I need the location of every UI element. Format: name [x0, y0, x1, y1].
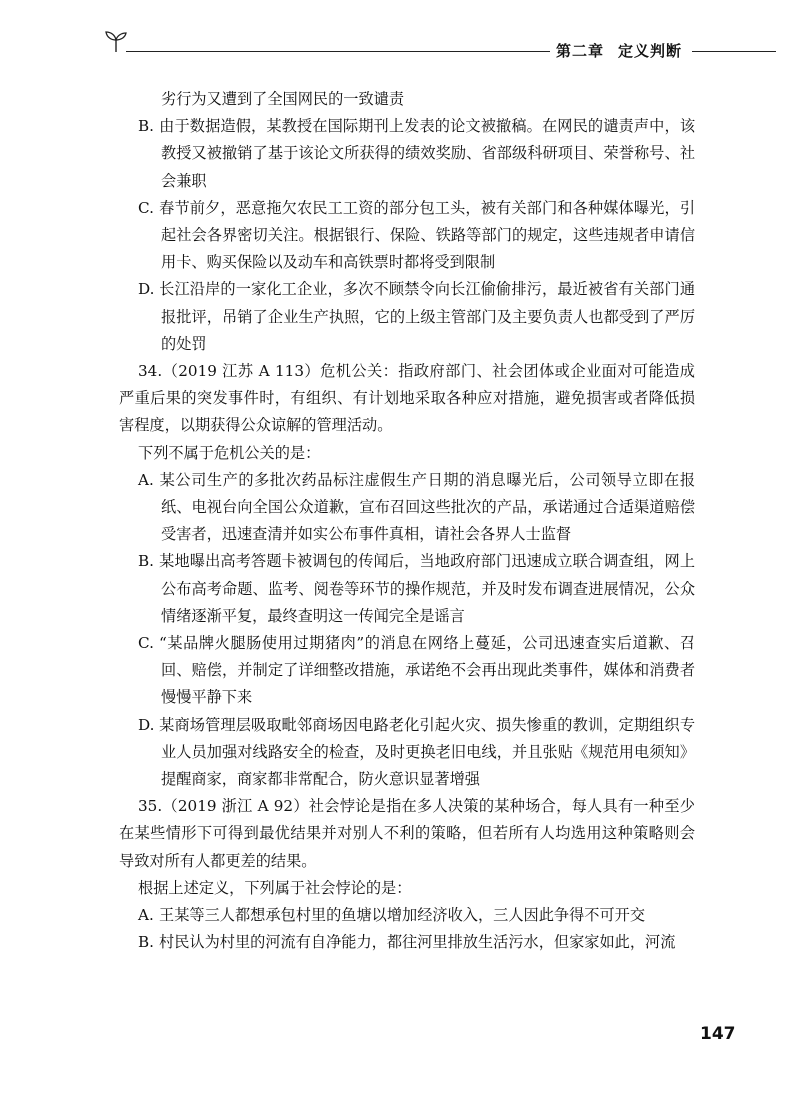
option-letter: B. — [138, 933, 154, 952]
question-definition — [119, 358, 695, 440]
paragraph-text: 根据上述定义，下列属于社会悖论的是： — [138, 878, 412, 897]
answer-option — [138, 712, 695, 794]
header-rule-left — [126, 51, 550, 52]
page-body — [119, 86, 695, 957]
answer-option — [138, 902, 695, 929]
paragraph-text: 下列不属于危机公关的是： — [138, 443, 321, 462]
question-stem — [138, 875, 695, 902]
section-title: 定义判断 — [618, 42, 683, 60]
option-text: 某地曝出高考答题卡被调包的传闻后，当地政府部门迅速成立联合调查组，网上公布高考命题、监考、阅卷等环节的操作规范，并及时发布调查进展情况，公众情绪逐渐平复，最终查明这一传闻完全是谣言 — [159, 552, 695, 625]
option-letter: C. — [138, 634, 154, 653]
option-letter: B. — [138, 117, 154, 136]
option-text: 春节前夕，恶意拖欠农民工工资的部分包工头，被有关部门和各种媒体曝光，引起社会各界密切关注。根据银行、保险、铁路等部门的规定，这些违规者申请信用卡、购买保险以及动车和高铁票时都将受到限制 — [159, 198, 695, 272]
continued-text — [138, 86, 695, 113]
page-header — [0, 0, 800, 70]
header-rule-right — [692, 51, 776, 52]
option-text: 由于数据造假，某教授在国际期刊上发表的论文被撤稿。在网民的谴责声中，该教授又被撤销了基于该论文所获得的绩效奖励、省部级科研项目、荣誉称号、社会兼职 — [159, 117, 695, 190]
answer-option — [138, 467, 695, 549]
sprout-icon — [104, 30, 128, 58]
option-letter: B. — [138, 552, 154, 571]
option-letter: D. — [138, 280, 155, 299]
answer-option — [138, 929, 695, 956]
paragraph-text: 35.（2019 浙江 A 92）社会悖论是指在多人决策的某种场合，每人具有一种至少在某些情形下可得到最优结果并对别人不利的策略，但若所有人均选用这种策略则会导致对所有人都更差的结果。 — [119, 797, 695, 870]
option-text: 村民认为村里的河流有自净能力，都往河里排放生活污水，但家家如此，河流 — [159, 933, 676, 952]
page-number: 147 — [700, 1024, 736, 1044]
option-text: 长江沿岸的一家化工企业，多次不顾禁令向长江偷偷排污，最近被省有关部门通报批评，吊销了企业生产执照，它的上级主管部门及主要负责人也都受到了严厉的处罚 — [159, 280, 695, 353]
answer-option — [138, 113, 695, 195]
answer-option — [138, 630, 695, 712]
option-text: 某商场管理层吸取毗邻商场因电路老化引起火灾、损失惨重的教训，定期组织专业人员加强对线路安全的检查，及时更换老旧电线，并且张贴《规范用电须知》提醒商家，商家都非常配合，防火意识显著增强 — [159, 715, 695, 789]
option-text: “某品牌火腿肠使用过期猪肉”的消息在网络上蔓延，公司迅速查实后道歉、召回、赔偿，并制定了详细整改措施，承诺绝不会再出现此类事件，媒体和消费者慢慢平静下来 — [159, 634, 695, 707]
option-letter: A. — [138, 906, 154, 925]
option-letter: D. — [138, 715, 155, 734]
question-definition — [119, 793, 695, 875]
answer-option — [138, 195, 695, 277]
option-text: 王某等三人都想承包村里的鱼塘以增加经济收入，三人因此争得不可开交 — [159, 906, 645, 925]
chapter-number: 第二章 — [556, 42, 605, 60]
paragraph-text: 劣行为又遭到了全国网民的一致谴责 — [161, 90, 404, 108]
paragraph-text: 34.（2019 江苏 A 113）危机公关：指政府部门、社会团体或企业面对可能造成严重后果的突发事件时，有组织、有计划地采取各种应对措施，避免损害或者降低损害程度，以期获得公众谅解的管理活动。 — [119, 362, 695, 435]
answer-option — [138, 276, 695, 358]
option-letter: A. — [138, 470, 154, 489]
question-stem — [138, 440, 695, 467]
option-letter: C. — [138, 198, 154, 217]
chapter-title — [556, 40, 682, 61]
option-text: 某公司生产的多批次药品标注虚假生产日期的消息曝光后，公司领导立即在报纸、电视台向全国公众道歉，宣布召回这些批次的产品，承诺通过合适渠道赔偿受害者，迅速查清并如实公布事件真相，请社会各界人士监督 — [159, 470, 695, 544]
answer-option — [138, 548, 695, 630]
